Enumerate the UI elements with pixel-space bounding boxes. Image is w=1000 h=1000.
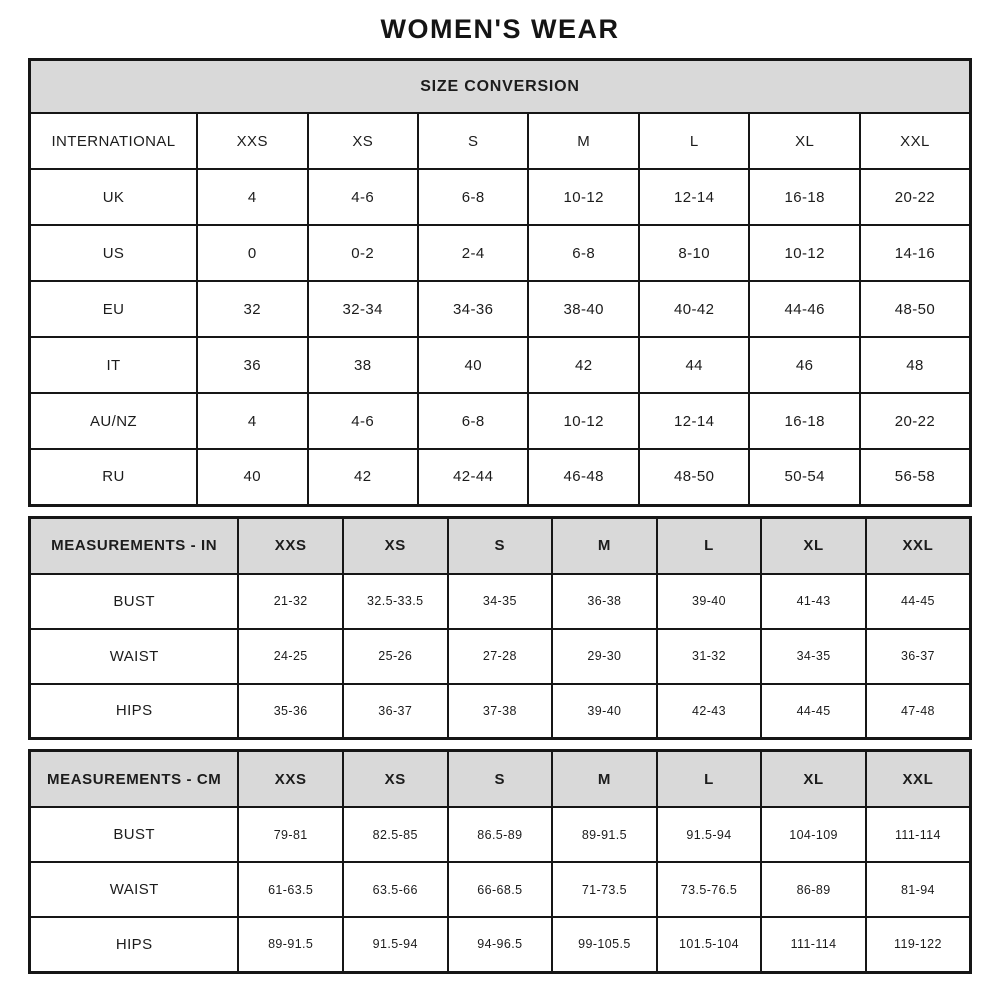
value-cell: 63.5-66 bbox=[343, 862, 448, 917]
measurements-cm-row-waist bbox=[30, 862, 971, 917]
size-column-xxs: XXS bbox=[238, 517, 343, 574]
size-conversion-banner-row bbox=[30, 60, 971, 114]
value-cell: 34-35 bbox=[448, 574, 553, 629]
size-conversion-rows bbox=[30, 169, 971, 505]
size-column-l: L bbox=[639, 113, 749, 169]
row-label: HIPS bbox=[30, 684, 239, 739]
measurements-cm-row-bust bbox=[30, 807, 971, 862]
size-column-xxl: XXL bbox=[860, 113, 971, 169]
value-cell: 48-50 bbox=[860, 281, 971, 337]
size-conversion-row-ru bbox=[30, 449, 971, 505]
value-cell: 40-42 bbox=[639, 281, 749, 337]
value-cell: 39-40 bbox=[657, 574, 762, 629]
value-cell: 2-4 bbox=[418, 225, 528, 281]
value-cell: 91.5-94 bbox=[343, 917, 448, 972]
value-cell: 86-89 bbox=[761, 862, 866, 917]
row-label: EU bbox=[30, 281, 198, 337]
value-cell: 10-12 bbox=[528, 393, 638, 449]
size-column-s: S bbox=[448, 517, 553, 574]
value-cell: 16-18 bbox=[749, 393, 859, 449]
value-cell: 10-12 bbox=[528, 169, 638, 225]
size-column-xxs: XXS bbox=[238, 751, 343, 808]
value-cell: 82.5-85 bbox=[343, 807, 448, 862]
size-column-s: S bbox=[418, 113, 528, 169]
value-cell: 99-105.5 bbox=[552, 917, 657, 972]
row-label: IT bbox=[30, 337, 198, 393]
value-cell: 42 bbox=[528, 337, 638, 393]
value-cell: 48 bbox=[860, 337, 971, 393]
value-cell: 34-35 bbox=[761, 629, 866, 684]
value-cell: 21-32 bbox=[238, 574, 343, 629]
value-cell: 8-10 bbox=[639, 225, 749, 281]
table-label: MEASUREMENTS - CM bbox=[30, 751, 239, 808]
value-cell: 6-8 bbox=[418, 393, 528, 449]
value-cell: 36-37 bbox=[866, 629, 971, 684]
row-label: BUST bbox=[30, 807, 239, 862]
row-label: RU bbox=[30, 449, 198, 505]
value-cell: 31-32 bbox=[657, 629, 762, 684]
page-title: WOMEN'S WEAR bbox=[380, 14, 620, 44]
size-column-xxl: XXL bbox=[866, 517, 971, 574]
value-cell: 20-22 bbox=[860, 169, 971, 225]
measurements-cm-rows bbox=[30, 807, 971, 972]
row-label: WAIST bbox=[30, 862, 239, 917]
size-conversion-row-us bbox=[30, 225, 971, 281]
value-cell: 101.5-104 bbox=[657, 917, 762, 972]
value-cell: 0-2 bbox=[308, 225, 418, 281]
size-conversion-banner: SIZE CONVERSION bbox=[30, 60, 971, 114]
size-column-xl: XL bbox=[749, 113, 859, 169]
value-cell: 14-16 bbox=[860, 225, 971, 281]
size-conversion-table bbox=[28, 58, 972, 507]
value-cell: 36 bbox=[197, 337, 307, 393]
measurements-in-row-hips bbox=[30, 684, 971, 739]
value-cell: 32-34 bbox=[308, 281, 418, 337]
value-cell: 4-6 bbox=[308, 169, 418, 225]
value-cell: 32 bbox=[197, 281, 307, 337]
value-cell: 81-94 bbox=[866, 862, 971, 917]
value-cell: 42 bbox=[308, 449, 418, 505]
size-column-xs: XS bbox=[343, 517, 448, 574]
size-column-xl: XL bbox=[761, 517, 866, 574]
size-conversion-header-row bbox=[30, 113, 971, 169]
row-label: HIPS bbox=[30, 917, 239, 972]
value-cell: 25-26 bbox=[343, 629, 448, 684]
table-label: MEASUREMENTS - IN bbox=[30, 517, 239, 574]
value-cell: 10-12 bbox=[749, 225, 859, 281]
value-cell: 42-44 bbox=[418, 449, 528, 505]
value-cell: 6-8 bbox=[418, 169, 528, 225]
value-cell: 47-48 bbox=[866, 684, 971, 739]
value-cell: 38 bbox=[308, 337, 418, 393]
value-cell: 111-114 bbox=[761, 917, 866, 972]
value-cell: 32.5-33.5 bbox=[343, 574, 448, 629]
value-cell: 12-14 bbox=[639, 393, 749, 449]
size-column-m: M bbox=[528, 113, 638, 169]
measurements-in-table bbox=[28, 516, 972, 741]
value-cell: 61-63.5 bbox=[238, 862, 343, 917]
value-cell: 35-36 bbox=[238, 684, 343, 739]
value-cell: 20-22 bbox=[860, 393, 971, 449]
value-cell: 44-46 bbox=[749, 281, 859, 337]
value-cell: 48-50 bbox=[639, 449, 749, 505]
row-label: WAIST bbox=[30, 629, 239, 684]
value-cell: 94-96.5 bbox=[448, 917, 553, 972]
row-label: US bbox=[30, 225, 198, 281]
size-conversion-row-uk bbox=[30, 169, 971, 225]
value-cell: 39-40 bbox=[552, 684, 657, 739]
value-cell: 38-40 bbox=[528, 281, 638, 337]
value-cell: 12-14 bbox=[639, 169, 749, 225]
size-column-xxl: XXL bbox=[866, 751, 971, 808]
measurements-cm-row-hips bbox=[30, 917, 971, 972]
value-cell: 56-58 bbox=[860, 449, 971, 505]
value-cell: 50-54 bbox=[749, 449, 859, 505]
value-cell: 111-114 bbox=[866, 807, 971, 862]
size-column-l: L bbox=[657, 751, 762, 808]
value-cell: 16-18 bbox=[749, 169, 859, 225]
size-column-xs: XS bbox=[343, 751, 448, 808]
size-column-s: S bbox=[448, 751, 553, 808]
value-cell: 4 bbox=[197, 169, 307, 225]
value-cell: 86.5-89 bbox=[448, 807, 553, 862]
value-cell: 44 bbox=[639, 337, 749, 393]
value-cell: 29-30 bbox=[552, 629, 657, 684]
value-cell: 91.5-94 bbox=[657, 807, 762, 862]
measurements-cm-header-row bbox=[30, 751, 971, 808]
size-column-m: M bbox=[552, 517, 657, 574]
value-cell: 40 bbox=[197, 449, 307, 505]
value-cell: 37-38 bbox=[448, 684, 553, 739]
size-column-xl: XL bbox=[761, 751, 866, 808]
value-cell: 0 bbox=[197, 225, 307, 281]
table-label: INTERNATIONAL bbox=[30, 113, 198, 169]
value-cell: 27-28 bbox=[448, 629, 553, 684]
value-cell: 4 bbox=[197, 393, 307, 449]
value-cell: 41-43 bbox=[761, 574, 866, 629]
row-label: AU/NZ bbox=[30, 393, 198, 449]
size-column-m: M bbox=[552, 751, 657, 808]
size-column-l: L bbox=[657, 517, 762, 574]
value-cell: 44-45 bbox=[761, 684, 866, 739]
size-conversion-row-eu bbox=[30, 281, 971, 337]
value-cell: 71-73.5 bbox=[552, 862, 657, 917]
measurements-cm-table bbox=[28, 749, 972, 974]
value-cell: 73.5-76.5 bbox=[657, 862, 762, 917]
value-cell: 104-109 bbox=[761, 807, 866, 862]
value-cell: 6-8 bbox=[528, 225, 638, 281]
size-column-xs: XS bbox=[308, 113, 418, 169]
row-label: UK bbox=[30, 169, 198, 225]
value-cell: 34-36 bbox=[418, 281, 528, 337]
value-cell: 46-48 bbox=[528, 449, 638, 505]
value-cell: 36-38 bbox=[552, 574, 657, 629]
value-cell: 44-45 bbox=[866, 574, 971, 629]
measurements-in-row-bust bbox=[30, 574, 971, 629]
value-cell: 89-91.5 bbox=[238, 917, 343, 972]
value-cell: 36-37 bbox=[343, 684, 448, 739]
measurements-in-row-waist bbox=[30, 629, 971, 684]
value-cell: 119-122 bbox=[866, 917, 971, 972]
value-cell: 66-68.5 bbox=[448, 862, 553, 917]
value-cell: 89-91.5 bbox=[552, 807, 657, 862]
value-cell: 4-6 bbox=[308, 393, 418, 449]
value-cell: 46 bbox=[749, 337, 859, 393]
value-cell: 24-25 bbox=[238, 629, 343, 684]
size-conversion-row-it bbox=[30, 337, 971, 393]
measurements-in-rows bbox=[30, 574, 971, 739]
size-column-xxs: XXS bbox=[197, 113, 307, 169]
value-cell: 40 bbox=[418, 337, 528, 393]
size-conversion-row-au-nz bbox=[30, 393, 971, 449]
value-cell: 79-81 bbox=[238, 807, 343, 862]
measurements-in-header-row bbox=[30, 517, 971, 574]
value-cell: 42-43 bbox=[657, 684, 762, 739]
row-label: BUST bbox=[30, 574, 239, 629]
